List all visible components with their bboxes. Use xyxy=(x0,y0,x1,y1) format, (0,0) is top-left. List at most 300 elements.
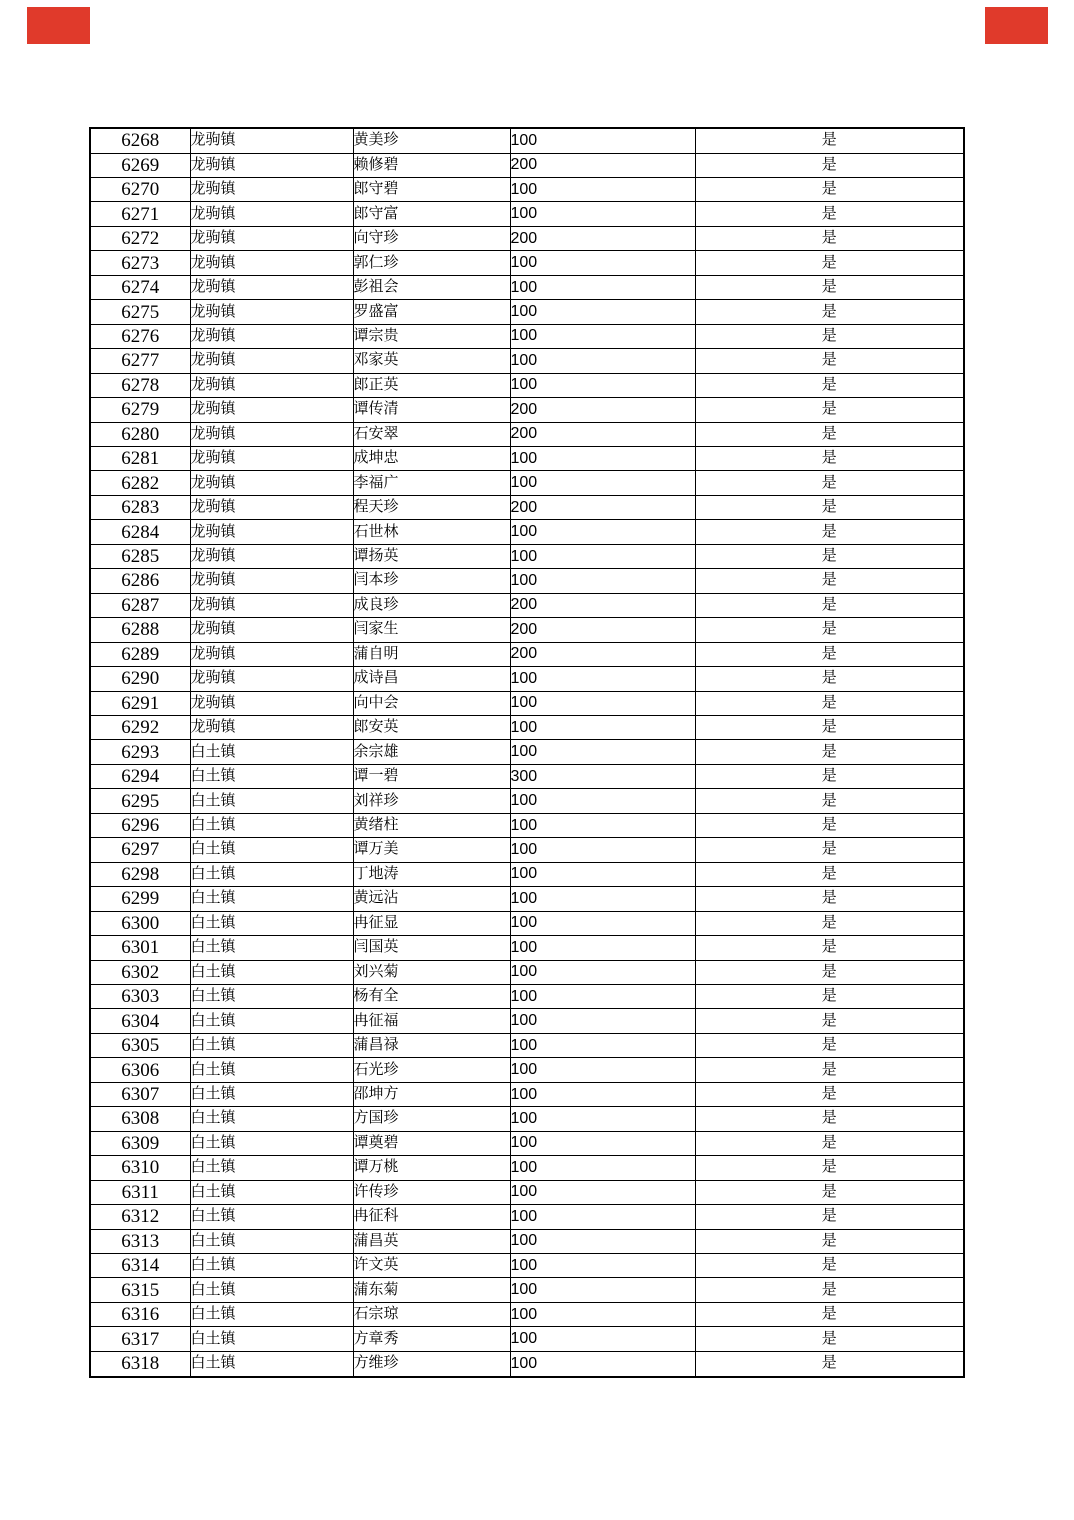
cell-confirmed: 是 xyxy=(695,1180,964,1204)
cell-name: 蒲昌英 xyxy=(353,1229,510,1253)
cell-amount: 100 xyxy=(510,349,695,373)
table-row xyxy=(90,1351,964,1377)
cell-id: 6305 xyxy=(90,1033,190,1057)
cell-amount: 100 xyxy=(510,715,695,739)
cell-amount: 200 xyxy=(510,495,695,519)
cell-name: 石世林 xyxy=(353,520,510,544)
table-row xyxy=(90,202,964,226)
cell-town: 白土镇 xyxy=(190,936,353,960)
cell-confirmed: 是 xyxy=(695,593,964,617)
cell-confirmed: 是 xyxy=(695,1082,964,1106)
cell-town: 白土镇 xyxy=(190,1131,353,1155)
cell-confirmed: 是 xyxy=(695,642,964,666)
cell-amount: 100 xyxy=(510,447,695,471)
cell-id: 6303 xyxy=(90,984,190,1008)
cell-name: 向守珍 xyxy=(353,226,510,250)
cell-id: 6315 xyxy=(90,1278,190,1302)
cell-confirmed: 是 xyxy=(695,838,964,862)
cell-confirmed: 是 xyxy=(695,471,964,495)
table-row xyxy=(90,471,964,495)
red-corner-marker-right xyxy=(985,7,1048,44)
cell-name: 郎守碧 xyxy=(353,178,510,202)
cell-name: 谭万美 xyxy=(353,838,510,862)
cell-confirmed: 是 xyxy=(695,862,964,886)
cell-amount: 100 xyxy=(510,1205,695,1229)
cell-name: 邵坤方 xyxy=(353,1082,510,1106)
cell-id: 6268 xyxy=(90,128,190,153)
cell-confirmed: 是 xyxy=(695,984,964,1008)
cell-town: 白土镇 xyxy=(190,1156,353,1180)
cell-town: 龙驹镇 xyxy=(190,715,353,739)
cell-amount: 100 xyxy=(510,1131,695,1155)
cell-confirmed: 是 xyxy=(695,1131,964,1155)
cell-amount: 100 xyxy=(510,1156,695,1180)
cell-amount: 100 xyxy=(510,324,695,348)
table-row xyxy=(90,984,964,1008)
cell-amount: 100 xyxy=(510,178,695,202)
cell-name: 谭万桃 xyxy=(353,1156,510,1180)
cell-confirmed: 是 xyxy=(695,569,964,593)
cell-town: 龙驹镇 xyxy=(190,128,353,153)
table-row xyxy=(90,618,964,642)
cell-amount: 100 xyxy=(510,862,695,886)
table-row xyxy=(90,691,964,715)
table-row xyxy=(90,960,964,984)
cell-id: 6270 xyxy=(90,178,190,202)
cell-id: 6302 xyxy=(90,960,190,984)
table-row xyxy=(90,667,964,691)
cell-name: 郎正英 xyxy=(353,373,510,397)
cell-id: 6292 xyxy=(90,715,190,739)
cell-name: 闫本珍 xyxy=(353,569,510,593)
cell-confirmed: 是 xyxy=(695,1205,964,1229)
cell-id: 6289 xyxy=(90,642,190,666)
table-row xyxy=(90,813,964,837)
cell-amount: 100 xyxy=(510,251,695,275)
cell-confirmed: 是 xyxy=(695,520,964,544)
cell-town: 龙驹镇 xyxy=(190,251,353,275)
cell-confirmed: 是 xyxy=(695,349,964,373)
cell-amount: 100 xyxy=(510,887,695,911)
table-row xyxy=(90,1253,964,1277)
cell-name: 蒲东菊 xyxy=(353,1278,510,1302)
cell-name: 刘兴菊 xyxy=(353,960,510,984)
cell-name: 向中会 xyxy=(353,691,510,715)
cell-id: 6280 xyxy=(90,422,190,446)
table-row xyxy=(90,1009,964,1033)
cell-amount: 100 xyxy=(510,1107,695,1131)
cell-id: 6312 xyxy=(90,1205,190,1229)
cell-amount: 100 xyxy=(510,1180,695,1204)
cell-id: 6301 xyxy=(90,936,190,960)
cell-name: 成良珍 xyxy=(353,593,510,617)
cell-amount: 100 xyxy=(510,740,695,764)
cell-name: 郎守富 xyxy=(353,202,510,226)
cell-confirmed: 是 xyxy=(695,1302,964,1326)
cell-name: 许传珍 xyxy=(353,1180,510,1204)
cell-town: 白土镇 xyxy=(190,1229,353,1253)
cell-town: 白土镇 xyxy=(190,764,353,788)
cell-amount: 100 xyxy=(510,1058,695,1082)
cell-id: 6300 xyxy=(90,911,190,935)
cell-confirmed: 是 xyxy=(695,691,964,715)
table-row xyxy=(90,495,964,519)
table-row xyxy=(90,447,964,471)
cell-town: 龙驹镇 xyxy=(190,593,353,617)
cell-name: 闫家生 xyxy=(353,618,510,642)
cell-name: 方章秀 xyxy=(353,1327,510,1351)
cell-town: 白土镇 xyxy=(190,960,353,984)
cell-confirmed: 是 xyxy=(695,764,964,788)
cell-name: 黄美珍 xyxy=(353,128,510,153)
cell-id: 6296 xyxy=(90,813,190,837)
cell-name: 许文英 xyxy=(353,1253,510,1277)
table-row xyxy=(90,544,964,568)
cell-town: 白土镇 xyxy=(190,789,353,813)
cell-amount: 100 xyxy=(510,1302,695,1326)
cell-amount: 100 xyxy=(510,789,695,813)
cell-town: 白土镇 xyxy=(190,862,353,886)
cell-id: 6304 xyxy=(90,1009,190,1033)
cell-town: 白土镇 xyxy=(190,838,353,862)
cell-id: 6274 xyxy=(90,275,190,299)
cell-id: 6311 xyxy=(90,1180,190,1204)
cell-id: 6299 xyxy=(90,887,190,911)
cell-name: 冉征显 xyxy=(353,911,510,935)
cell-amount: 300 xyxy=(510,764,695,788)
cell-town: 白土镇 xyxy=(190,1327,353,1351)
table-row xyxy=(90,1205,964,1229)
cell-amount: 200 xyxy=(510,642,695,666)
cell-id: 6307 xyxy=(90,1082,190,1106)
cell-name: 冉征福 xyxy=(353,1009,510,1033)
cell-town: 龙驹镇 xyxy=(190,226,353,250)
cell-id: 6271 xyxy=(90,202,190,226)
table-row xyxy=(90,1180,964,1204)
cell-amount: 100 xyxy=(510,667,695,691)
cell-confirmed: 是 xyxy=(695,1327,964,1351)
cell-id: 6295 xyxy=(90,789,190,813)
cell-amount: 100 xyxy=(510,911,695,935)
cell-name: 石光珍 xyxy=(353,1058,510,1082)
cell-id: 6314 xyxy=(90,1253,190,1277)
table-row xyxy=(90,373,964,397)
cell-confirmed: 是 xyxy=(695,422,964,446)
cell-id: 6316 xyxy=(90,1302,190,1326)
cell-town: 龙驹镇 xyxy=(190,642,353,666)
table-row xyxy=(90,349,964,373)
cell-name: 谭一碧 xyxy=(353,764,510,788)
cell-town: 白土镇 xyxy=(190,1302,353,1326)
cell-amount: 200 xyxy=(510,226,695,250)
cell-confirmed: 是 xyxy=(695,936,964,960)
cell-confirmed: 是 xyxy=(695,275,964,299)
cell-confirmed: 是 xyxy=(695,789,964,813)
cell-town: 龙驹镇 xyxy=(190,300,353,324)
table-row xyxy=(90,251,964,275)
cell-name: 石宗琼 xyxy=(353,1302,510,1326)
cell-amount: 100 xyxy=(510,544,695,568)
cell-town: 龙驹镇 xyxy=(190,398,353,422)
cell-confirmed: 是 xyxy=(695,300,964,324)
cell-id: 6278 xyxy=(90,373,190,397)
table-row xyxy=(90,1107,964,1131)
table-row xyxy=(90,764,964,788)
table-row xyxy=(90,520,964,544)
cell-confirmed: 是 xyxy=(695,618,964,642)
table-row xyxy=(90,1058,964,1082)
table-row xyxy=(90,324,964,348)
table-row xyxy=(90,593,964,617)
cell-amount: 100 xyxy=(510,1009,695,1033)
cell-id: 6310 xyxy=(90,1156,190,1180)
cell-id: 6309 xyxy=(90,1131,190,1155)
cell-amount: 100 xyxy=(510,1229,695,1253)
cell-id: 6298 xyxy=(90,862,190,886)
table-row xyxy=(90,275,964,299)
cell-town: 白土镇 xyxy=(190,1058,353,1082)
cell-confirmed: 是 xyxy=(695,1156,964,1180)
cell-amount: 200 xyxy=(510,593,695,617)
cell-name: 刘祥珍 xyxy=(353,789,510,813)
table-row xyxy=(90,178,964,202)
cell-confirmed: 是 xyxy=(695,1253,964,1277)
cell-name: 方维珍 xyxy=(353,1351,510,1377)
table-row xyxy=(90,226,964,250)
cell-name: 赖修碧 xyxy=(353,153,510,177)
cell-town: 白土镇 xyxy=(190,1082,353,1106)
cell-town: 白土镇 xyxy=(190,1033,353,1057)
cell-id: 6276 xyxy=(90,324,190,348)
table-row xyxy=(90,1131,964,1155)
cell-name: 郭仁珍 xyxy=(353,251,510,275)
cell-confirmed: 是 xyxy=(695,495,964,519)
cell-confirmed: 是 xyxy=(695,715,964,739)
cell-id: 6275 xyxy=(90,300,190,324)
cell-id: 6291 xyxy=(90,691,190,715)
cell-name: 谭传清 xyxy=(353,398,510,422)
cell-town: 龙驹镇 xyxy=(190,373,353,397)
cell-name: 谭奠碧 xyxy=(353,1131,510,1155)
cell-id: 6284 xyxy=(90,520,190,544)
beneficiary-table xyxy=(89,127,965,1378)
table-row xyxy=(90,715,964,739)
cell-town: 龙驹镇 xyxy=(190,691,353,715)
cell-town: 白土镇 xyxy=(190,984,353,1008)
cell-name: 罗盛富 xyxy=(353,300,510,324)
cell-amount: 100 xyxy=(510,691,695,715)
cell-town: 龙驹镇 xyxy=(190,544,353,568)
cell-amount: 100 xyxy=(510,471,695,495)
cell-confirmed: 是 xyxy=(695,813,964,837)
cell-name: 黄绪柱 xyxy=(353,813,510,837)
table-row xyxy=(90,862,964,886)
cell-amount: 100 xyxy=(510,1278,695,1302)
cell-name: 余宗雄 xyxy=(353,740,510,764)
cell-confirmed: 是 xyxy=(695,398,964,422)
table-row xyxy=(90,911,964,935)
cell-town: 龙驹镇 xyxy=(190,495,353,519)
cell-name: 闫国英 xyxy=(353,936,510,960)
table-row xyxy=(90,1156,964,1180)
cell-id: 6313 xyxy=(90,1229,190,1253)
cell-confirmed: 是 xyxy=(695,226,964,250)
cell-confirmed: 是 xyxy=(695,202,964,226)
cell-confirmed: 是 xyxy=(695,178,964,202)
cell-confirmed: 是 xyxy=(695,1229,964,1253)
cell-name: 郎安英 xyxy=(353,715,510,739)
cell-name: 蒲自明 xyxy=(353,642,510,666)
cell-id: 6297 xyxy=(90,838,190,862)
cell-town: 龙驹镇 xyxy=(190,520,353,544)
cell-town: 龙驹镇 xyxy=(190,471,353,495)
table-row xyxy=(90,936,964,960)
cell-town: 白土镇 xyxy=(190,1107,353,1131)
cell-confirmed: 是 xyxy=(695,667,964,691)
cell-id: 6272 xyxy=(90,226,190,250)
table-row xyxy=(90,838,964,862)
cell-id: 6293 xyxy=(90,740,190,764)
red-corner-marker-left xyxy=(27,7,90,44)
cell-amount: 200 xyxy=(510,398,695,422)
cell-amount: 100 xyxy=(510,813,695,837)
cell-town: 龙驹镇 xyxy=(190,202,353,226)
table-row xyxy=(90,398,964,422)
cell-confirmed: 是 xyxy=(695,324,964,348)
table-row xyxy=(90,740,964,764)
cell-id: 6282 xyxy=(90,471,190,495)
cell-amount: 100 xyxy=(510,1253,695,1277)
cell-name: 李福广 xyxy=(353,471,510,495)
cell-id: 6294 xyxy=(90,764,190,788)
cell-name: 谭扬英 xyxy=(353,544,510,568)
cell-name: 冉征科 xyxy=(353,1205,510,1229)
cell-confirmed: 是 xyxy=(695,373,964,397)
cell-confirmed: 是 xyxy=(695,740,964,764)
table-row xyxy=(90,1082,964,1106)
cell-confirmed: 是 xyxy=(695,1033,964,1057)
cell-confirmed: 是 xyxy=(695,887,964,911)
cell-amount: 100 xyxy=(510,936,695,960)
cell-confirmed: 是 xyxy=(695,447,964,471)
cell-confirmed: 是 xyxy=(695,1058,964,1082)
cell-name: 石安翠 xyxy=(353,422,510,446)
cell-amount: 100 xyxy=(510,275,695,299)
cell-amount: 100 xyxy=(510,1082,695,1106)
cell-name: 黄远沾 xyxy=(353,887,510,911)
table-row xyxy=(90,300,964,324)
cell-name: 丁地涛 xyxy=(353,862,510,886)
cell-town: 龙驹镇 xyxy=(190,178,353,202)
cell-id: 6285 xyxy=(90,544,190,568)
cell-amount: 100 xyxy=(510,300,695,324)
table-row xyxy=(90,887,964,911)
cell-confirmed: 是 xyxy=(695,153,964,177)
cell-amount: 100 xyxy=(510,1327,695,1351)
cell-confirmed: 是 xyxy=(695,1107,964,1131)
cell-town: 白土镇 xyxy=(190,813,353,837)
cell-amount: 100 xyxy=(510,202,695,226)
cell-amount: 100 xyxy=(510,1033,695,1057)
table-row xyxy=(90,153,964,177)
cell-id: 6287 xyxy=(90,593,190,617)
cell-confirmed: 是 xyxy=(695,1009,964,1033)
cell-id: 6283 xyxy=(90,495,190,519)
cell-confirmed: 是 xyxy=(695,1278,964,1302)
cell-amount: 100 xyxy=(510,1351,695,1377)
cell-name: 彭祖会 xyxy=(353,275,510,299)
cell-id: 6290 xyxy=(90,667,190,691)
cell-name: 方国珍 xyxy=(353,1107,510,1131)
cell-town: 白土镇 xyxy=(190,1278,353,1302)
cell-town: 龙驹镇 xyxy=(190,275,353,299)
cell-town: 白土镇 xyxy=(190,1351,353,1377)
cell-name: 蒲昌禄 xyxy=(353,1033,510,1057)
cell-town: 白土镇 xyxy=(190,1009,353,1033)
cell-town: 龙驹镇 xyxy=(190,667,353,691)
table-row xyxy=(90,1327,964,1351)
table-row xyxy=(90,1229,964,1253)
table-row xyxy=(90,128,964,153)
cell-amount: 100 xyxy=(510,128,695,153)
cell-name: 杨有全 xyxy=(353,984,510,1008)
table-row xyxy=(90,569,964,593)
cell-town: 龙驹镇 xyxy=(190,569,353,593)
cell-name: 谭宗贵 xyxy=(353,324,510,348)
cell-id: 6286 xyxy=(90,569,190,593)
cell-town: 龙驹镇 xyxy=(190,447,353,471)
cell-amount: 100 xyxy=(510,984,695,1008)
cell-id: 6318 xyxy=(90,1351,190,1377)
cell-id: 6306 xyxy=(90,1058,190,1082)
cell-town: 白土镇 xyxy=(190,740,353,764)
cell-confirmed: 是 xyxy=(695,128,964,153)
table-row xyxy=(90,789,964,813)
cell-id: 6277 xyxy=(90,349,190,373)
beneficiary-table-body xyxy=(90,128,964,1377)
cell-town: 龙驹镇 xyxy=(190,618,353,642)
cell-name: 程天珍 xyxy=(353,495,510,519)
cell-town: 龙驹镇 xyxy=(190,324,353,348)
cell-town: 白土镇 xyxy=(190,1180,353,1204)
cell-amount: 100 xyxy=(510,960,695,984)
table-row xyxy=(90,422,964,446)
cell-confirmed: 是 xyxy=(695,544,964,568)
cell-confirmed: 是 xyxy=(695,1351,964,1377)
cell-amount: 100 xyxy=(510,520,695,544)
cell-confirmed: 是 xyxy=(695,960,964,984)
cell-id: 6308 xyxy=(90,1107,190,1131)
cell-id: 6273 xyxy=(90,251,190,275)
cell-amount: 200 xyxy=(510,618,695,642)
cell-amount: 200 xyxy=(510,422,695,446)
cell-amount: 100 xyxy=(510,569,695,593)
cell-amount: 100 xyxy=(510,838,695,862)
cell-name: 邓家英 xyxy=(353,349,510,373)
cell-town: 龙驹镇 xyxy=(190,422,353,446)
cell-town: 白土镇 xyxy=(190,887,353,911)
cell-id: 6279 xyxy=(90,398,190,422)
cell-town: 白土镇 xyxy=(190,1205,353,1229)
table-row xyxy=(90,1033,964,1057)
cell-id: 6281 xyxy=(90,447,190,471)
cell-amount: 200 xyxy=(510,153,695,177)
cell-town: 龙驹镇 xyxy=(190,349,353,373)
cell-confirmed: 是 xyxy=(695,911,964,935)
table-row xyxy=(90,1302,964,1326)
cell-id: 6317 xyxy=(90,1327,190,1351)
cell-id: 6269 xyxy=(90,153,190,177)
